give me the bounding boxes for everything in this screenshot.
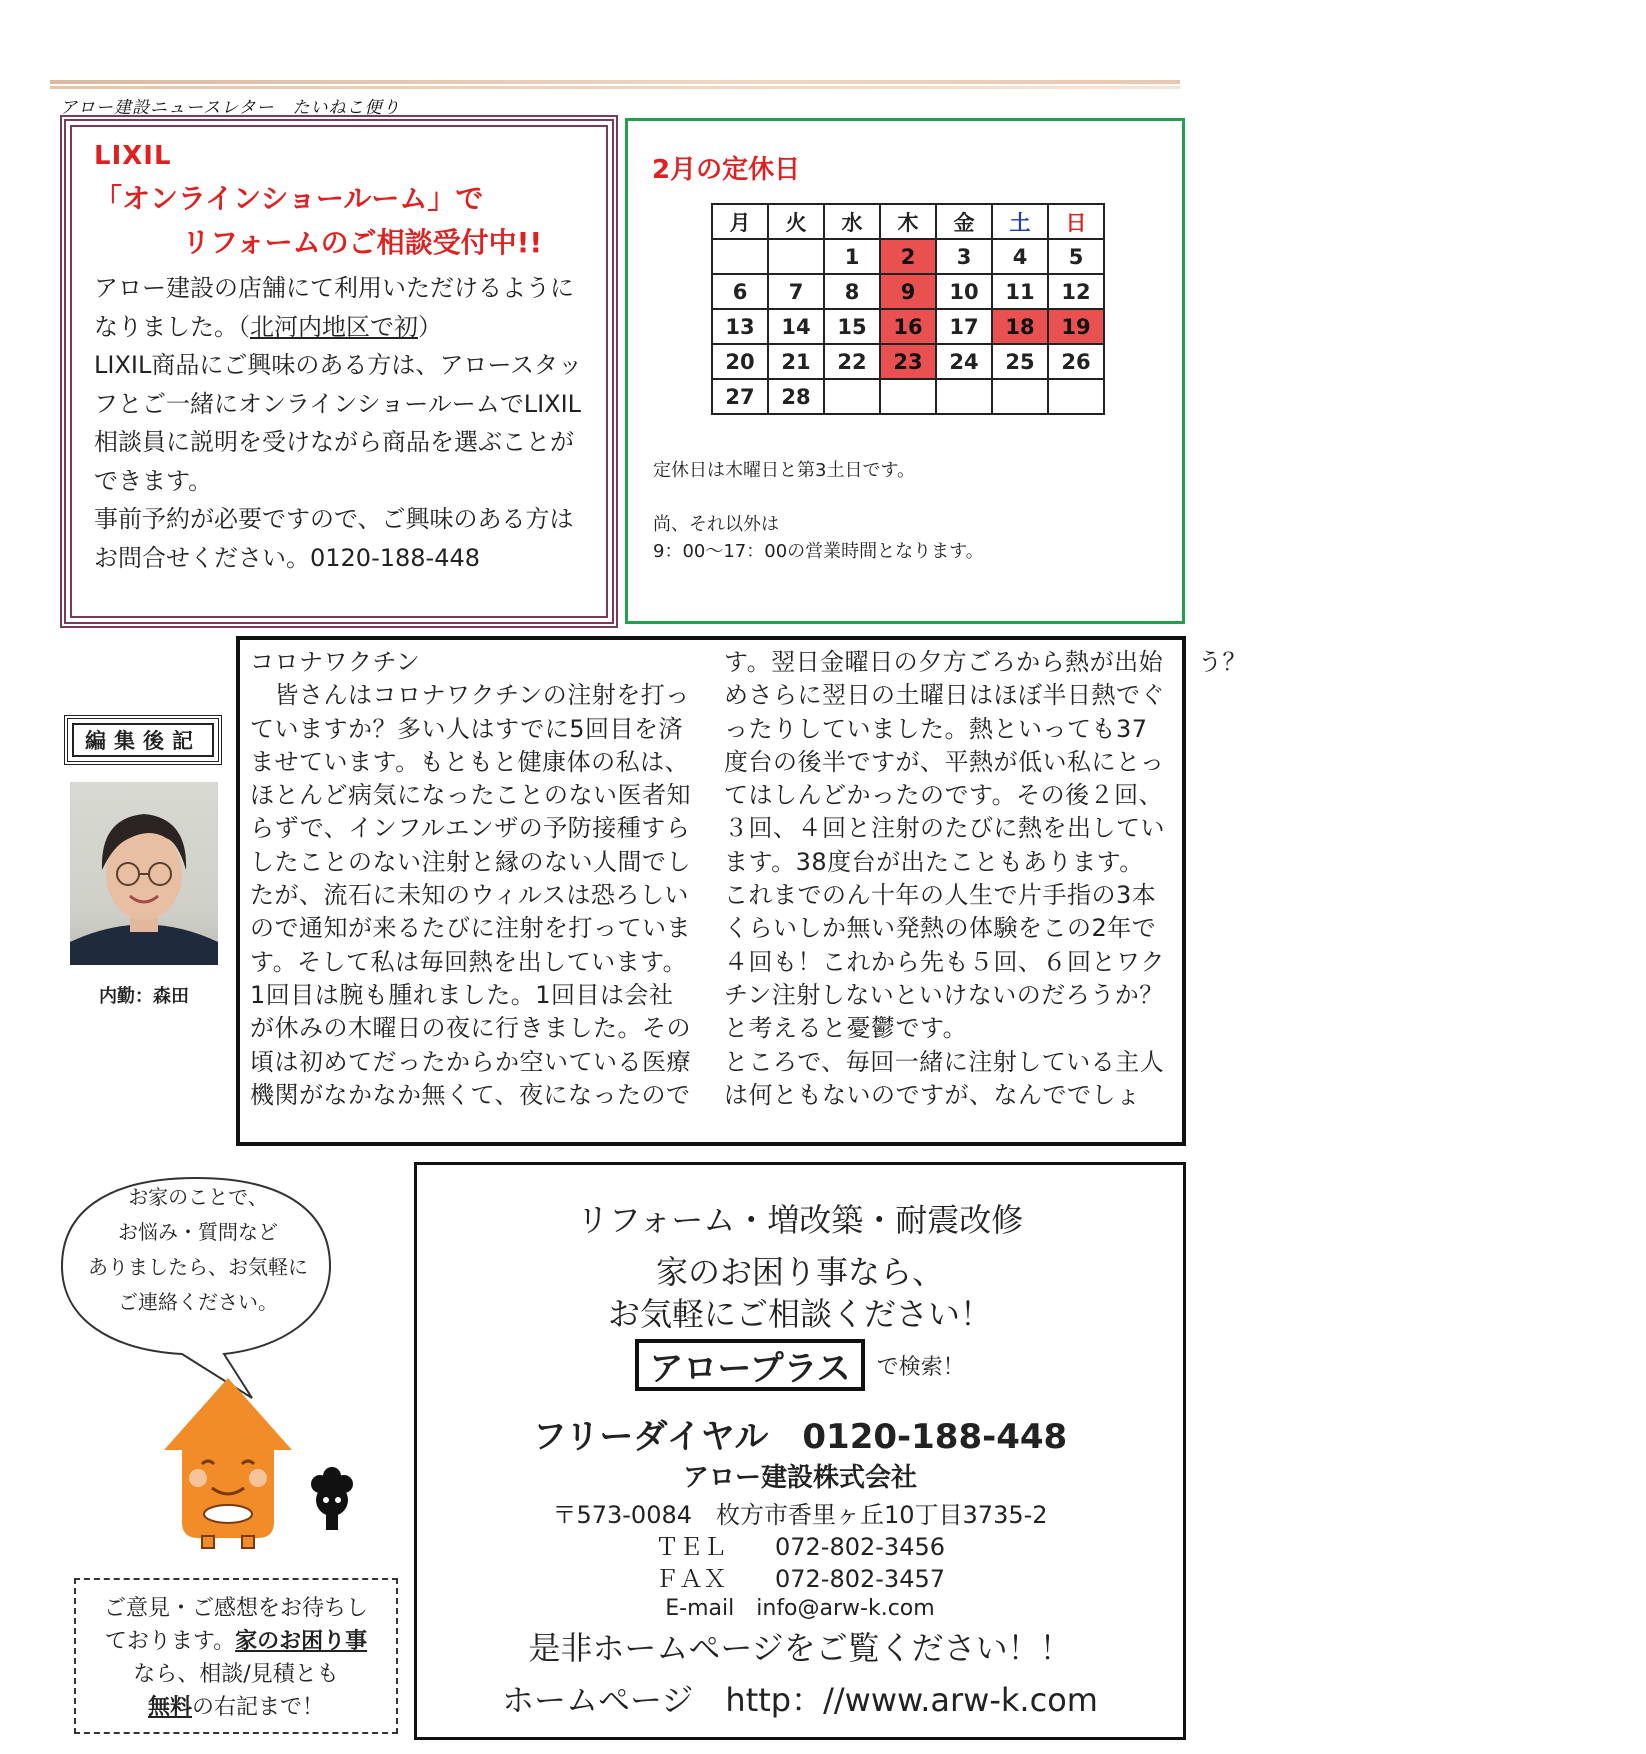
staff-portrait xyxy=(70,782,218,965)
newsletter-title: アロー建設ニュースレター たいねこ便り xyxy=(60,98,401,118)
holiday-title: 2月の定休日 xyxy=(652,155,801,185)
lixil-paragraph-1 xyxy=(94,269,584,346)
calendar-day: 27 xyxy=(712,379,768,414)
editor-column-text xyxy=(250,646,1247,1141)
calendar-empty-cell xyxy=(992,379,1048,414)
calendar-day: 1 xyxy=(824,239,880,274)
calendar-day: 20 xyxy=(712,344,768,379)
lixil-headline-1: 「オンラインショールーム」で xyxy=(94,182,484,215)
calendar-day: 9 xyxy=(880,274,936,309)
business-hours-note xyxy=(653,511,984,565)
calendar-empty-cell xyxy=(1048,379,1104,414)
lixil-p1-underlined: 北河内地区で初 xyxy=(250,312,418,341)
staff-caption: 内勤：森田 xyxy=(99,986,189,1007)
bubble-line-2: お悩み・質問など xyxy=(118,1220,278,1244)
calendar-day: 2 xyxy=(880,239,936,274)
calendar-day: 21 xyxy=(768,344,824,379)
calendar-day: 26 xyxy=(1048,344,1104,379)
editor-note-label-text: 編集後記 xyxy=(72,723,214,757)
calendar-day: 8 xyxy=(824,274,880,309)
column-paragraph-2: これまでのん十年の人生で片手指の3本くらいしか無い発熱の体験をこの2年で４回も！これから先も５回、６回とワクチン注射しないといけないのだろうか？と考えると憂鬱です。 xyxy=(724,881,1165,1043)
calendar-weekday: 月 xyxy=(712,204,768,239)
calendar-day: 13 xyxy=(712,309,768,344)
lixil-p1-close: ） xyxy=(418,312,442,341)
calendar-day: 6 xyxy=(712,274,768,309)
calendar-weekday: 木 xyxy=(880,204,936,239)
editor-note-label xyxy=(64,715,222,765)
feedback-line-1: ご意見・ご感想をお待ちし xyxy=(103,1596,368,1621)
company-name: アロー建設株式会社 xyxy=(682,1463,917,1493)
calendar-weekday: 火 xyxy=(768,204,824,239)
calendar-weekday: 金 xyxy=(936,204,992,239)
calendar-day: 4 xyxy=(992,239,1048,274)
company-fax: ＦＡＸ 072-802-3457 xyxy=(654,1565,945,1593)
calendar-day: 16 xyxy=(880,309,936,344)
calendar-day: 11 xyxy=(992,274,1048,309)
contact-tagline-1: 家のお困り事なら、 xyxy=(655,1253,944,1291)
feedback-line-4-text: の右記まで！ xyxy=(192,1695,325,1720)
calendar-day: 24 xyxy=(936,344,992,379)
search-term-box: アロープラス xyxy=(635,1339,864,1391)
contact-box xyxy=(414,1162,1186,1740)
house-mascot-icon xyxy=(140,1372,380,1552)
calendar-day: 25 xyxy=(992,344,1048,379)
calendar-weekday: 水 xyxy=(824,204,880,239)
editor-column-box xyxy=(236,636,1247,1146)
contact-tagline-2: お気軽にご相談ください！ xyxy=(607,1295,992,1333)
lixil-p1-text: アロー建設の店舗にて利用いただけるようになりました。（ xyxy=(94,274,574,341)
calendar-empty-cell xyxy=(768,239,824,274)
header-rule xyxy=(50,80,1180,84)
calendar-day: 18 xyxy=(992,309,1048,344)
calendar-day: 19 xyxy=(1048,309,1104,344)
freedial-number: フリーダイヤル 0120-188-448 xyxy=(532,1417,1068,1457)
calendar-day: 22 xyxy=(824,344,880,379)
calendar-week-row xyxy=(712,379,1104,414)
feedback-line-2 xyxy=(76,1625,396,1658)
homepage-prompt: 是非ホームページをご覧ください！！ xyxy=(528,1629,1072,1667)
business-hours-line-2: 9：00～17：00の営業時間となります。 xyxy=(653,541,984,562)
feedback-box xyxy=(74,1578,398,1734)
company-tel: ＴＥＬ 072-802-3456 xyxy=(654,1533,945,1561)
calendar-empty-cell xyxy=(824,379,880,414)
feedback-line-2-text: ております。 xyxy=(104,1629,236,1654)
calendar-week-row xyxy=(712,309,1104,344)
lixil-paragraph-3: 事前予約が必要ですので、ご興味のある方はお問合せください。0120-188-448 xyxy=(94,505,574,572)
calendar-week-row xyxy=(712,274,1104,309)
contact-services: リフォーム・増改築・耐震改修 xyxy=(576,1201,1024,1239)
speech-bubble-text xyxy=(70,1180,326,1320)
feedback-line-4 xyxy=(76,1691,396,1724)
calendar-day: 14 xyxy=(768,309,824,344)
column-title: コロナワクチン xyxy=(250,648,421,676)
calendar-weekday-row xyxy=(712,204,1104,239)
lixil-headline-2: リフォームのご相談受付中!! xyxy=(182,226,543,259)
column-paragraph-1: 皆さんはコロナワクチンの注射を打っていますか？多い人はすでに5回目を済ませています。もともと健康体の私は、ほとんど病気になったことのない医者知らずで、インフルエンザの予防接種すらしたことのない注射と縁のない人間でしたが、流石に未知のウィルスは恐ろしいので通知が来るたびに注射を打っています。そして私は毎回熱を出しています。1回目は腕も腫れました。1回目は会社が休みの木曜日の夜に行きました。その頃は初めてだったからか空いている医療機関がなかなか無くて、夜になったのです。翌日金曜日の夕方ごろから熱が出始めさらに翌日の土曜日はほぼ半日熱でぐったりしていました。熱といっても37度台の後半ですが、平熱が低い私にとってはしんどかったのです。その後２回、３回、４回と注射のたびに熱を出しています。38度台が出たこともあります。 xyxy=(250,648,1165,1109)
search-suffix: で検索！ xyxy=(876,1354,965,1380)
feedback-free: 無料 xyxy=(147,1695,192,1720)
lixil-paragraph-2: LIXIL商品にご興味のある方は、アロースタッフとご一緒にオンラインショールームでLIXIL相談員に説明を受けながら商品を選ぶことができます。 xyxy=(94,351,583,495)
calendar-empty-cell xyxy=(712,239,768,274)
calendar-empty-cell xyxy=(880,379,936,414)
bubble-line-1: お家のことで、 xyxy=(128,1185,268,1209)
calendar-day: 3 xyxy=(936,239,992,274)
feedback-emphasis: 家のお困り事 xyxy=(235,1629,368,1654)
company-address: 〒573-0084 枚方市香里ヶ丘10丁目3735-2 xyxy=(552,1501,1048,1529)
lixil-body xyxy=(94,269,584,577)
bubble-line-4: ご連絡ください。 xyxy=(118,1290,278,1314)
holiday-note: 定休日は木曜日と第3土日です。 xyxy=(653,460,916,481)
homepage-url: ホームページ http：//www.arw-k.com xyxy=(502,1681,1098,1719)
holiday-calendar xyxy=(711,203,1105,415)
search-row xyxy=(417,1339,1183,1391)
calendar-day: 12 xyxy=(1048,274,1104,309)
staff-photo xyxy=(70,782,218,965)
calendar-weekday: 日 xyxy=(1048,204,1104,239)
calendar-day: 10 xyxy=(936,274,992,309)
calendar-day: 7 xyxy=(768,274,824,309)
holiday-box xyxy=(625,118,1185,624)
lixil-announcement-box xyxy=(60,115,618,628)
bubble-line-3: ありましたら、お気軽に xyxy=(88,1255,308,1279)
calendar-day: 28 xyxy=(768,379,824,414)
calendar-weekday: 土 xyxy=(992,204,1048,239)
calendar-day: 5 xyxy=(1048,239,1104,274)
calendar-day: 15 xyxy=(824,309,880,344)
column-paragraph-3: ところで、毎回一緒に注射している主人は何ともないのですが、なんででしょう？ xyxy=(724,648,1247,1109)
company-email: E-mail info@arw-k.com xyxy=(665,1596,935,1621)
lixil-brand: LIXIL xyxy=(94,141,172,171)
calendar-week-row xyxy=(712,344,1104,379)
business-hours-line-1: 尚、それ以外は xyxy=(653,514,779,535)
header-rule-2 xyxy=(50,86,1180,89)
calendar-empty-cell xyxy=(936,379,992,414)
feedback-line-3: なら、相談/見積とも xyxy=(133,1662,339,1687)
calendar-day: 17 xyxy=(936,309,992,344)
calendar-day: 23 xyxy=(880,344,936,379)
calendar-week-row xyxy=(712,239,1104,274)
